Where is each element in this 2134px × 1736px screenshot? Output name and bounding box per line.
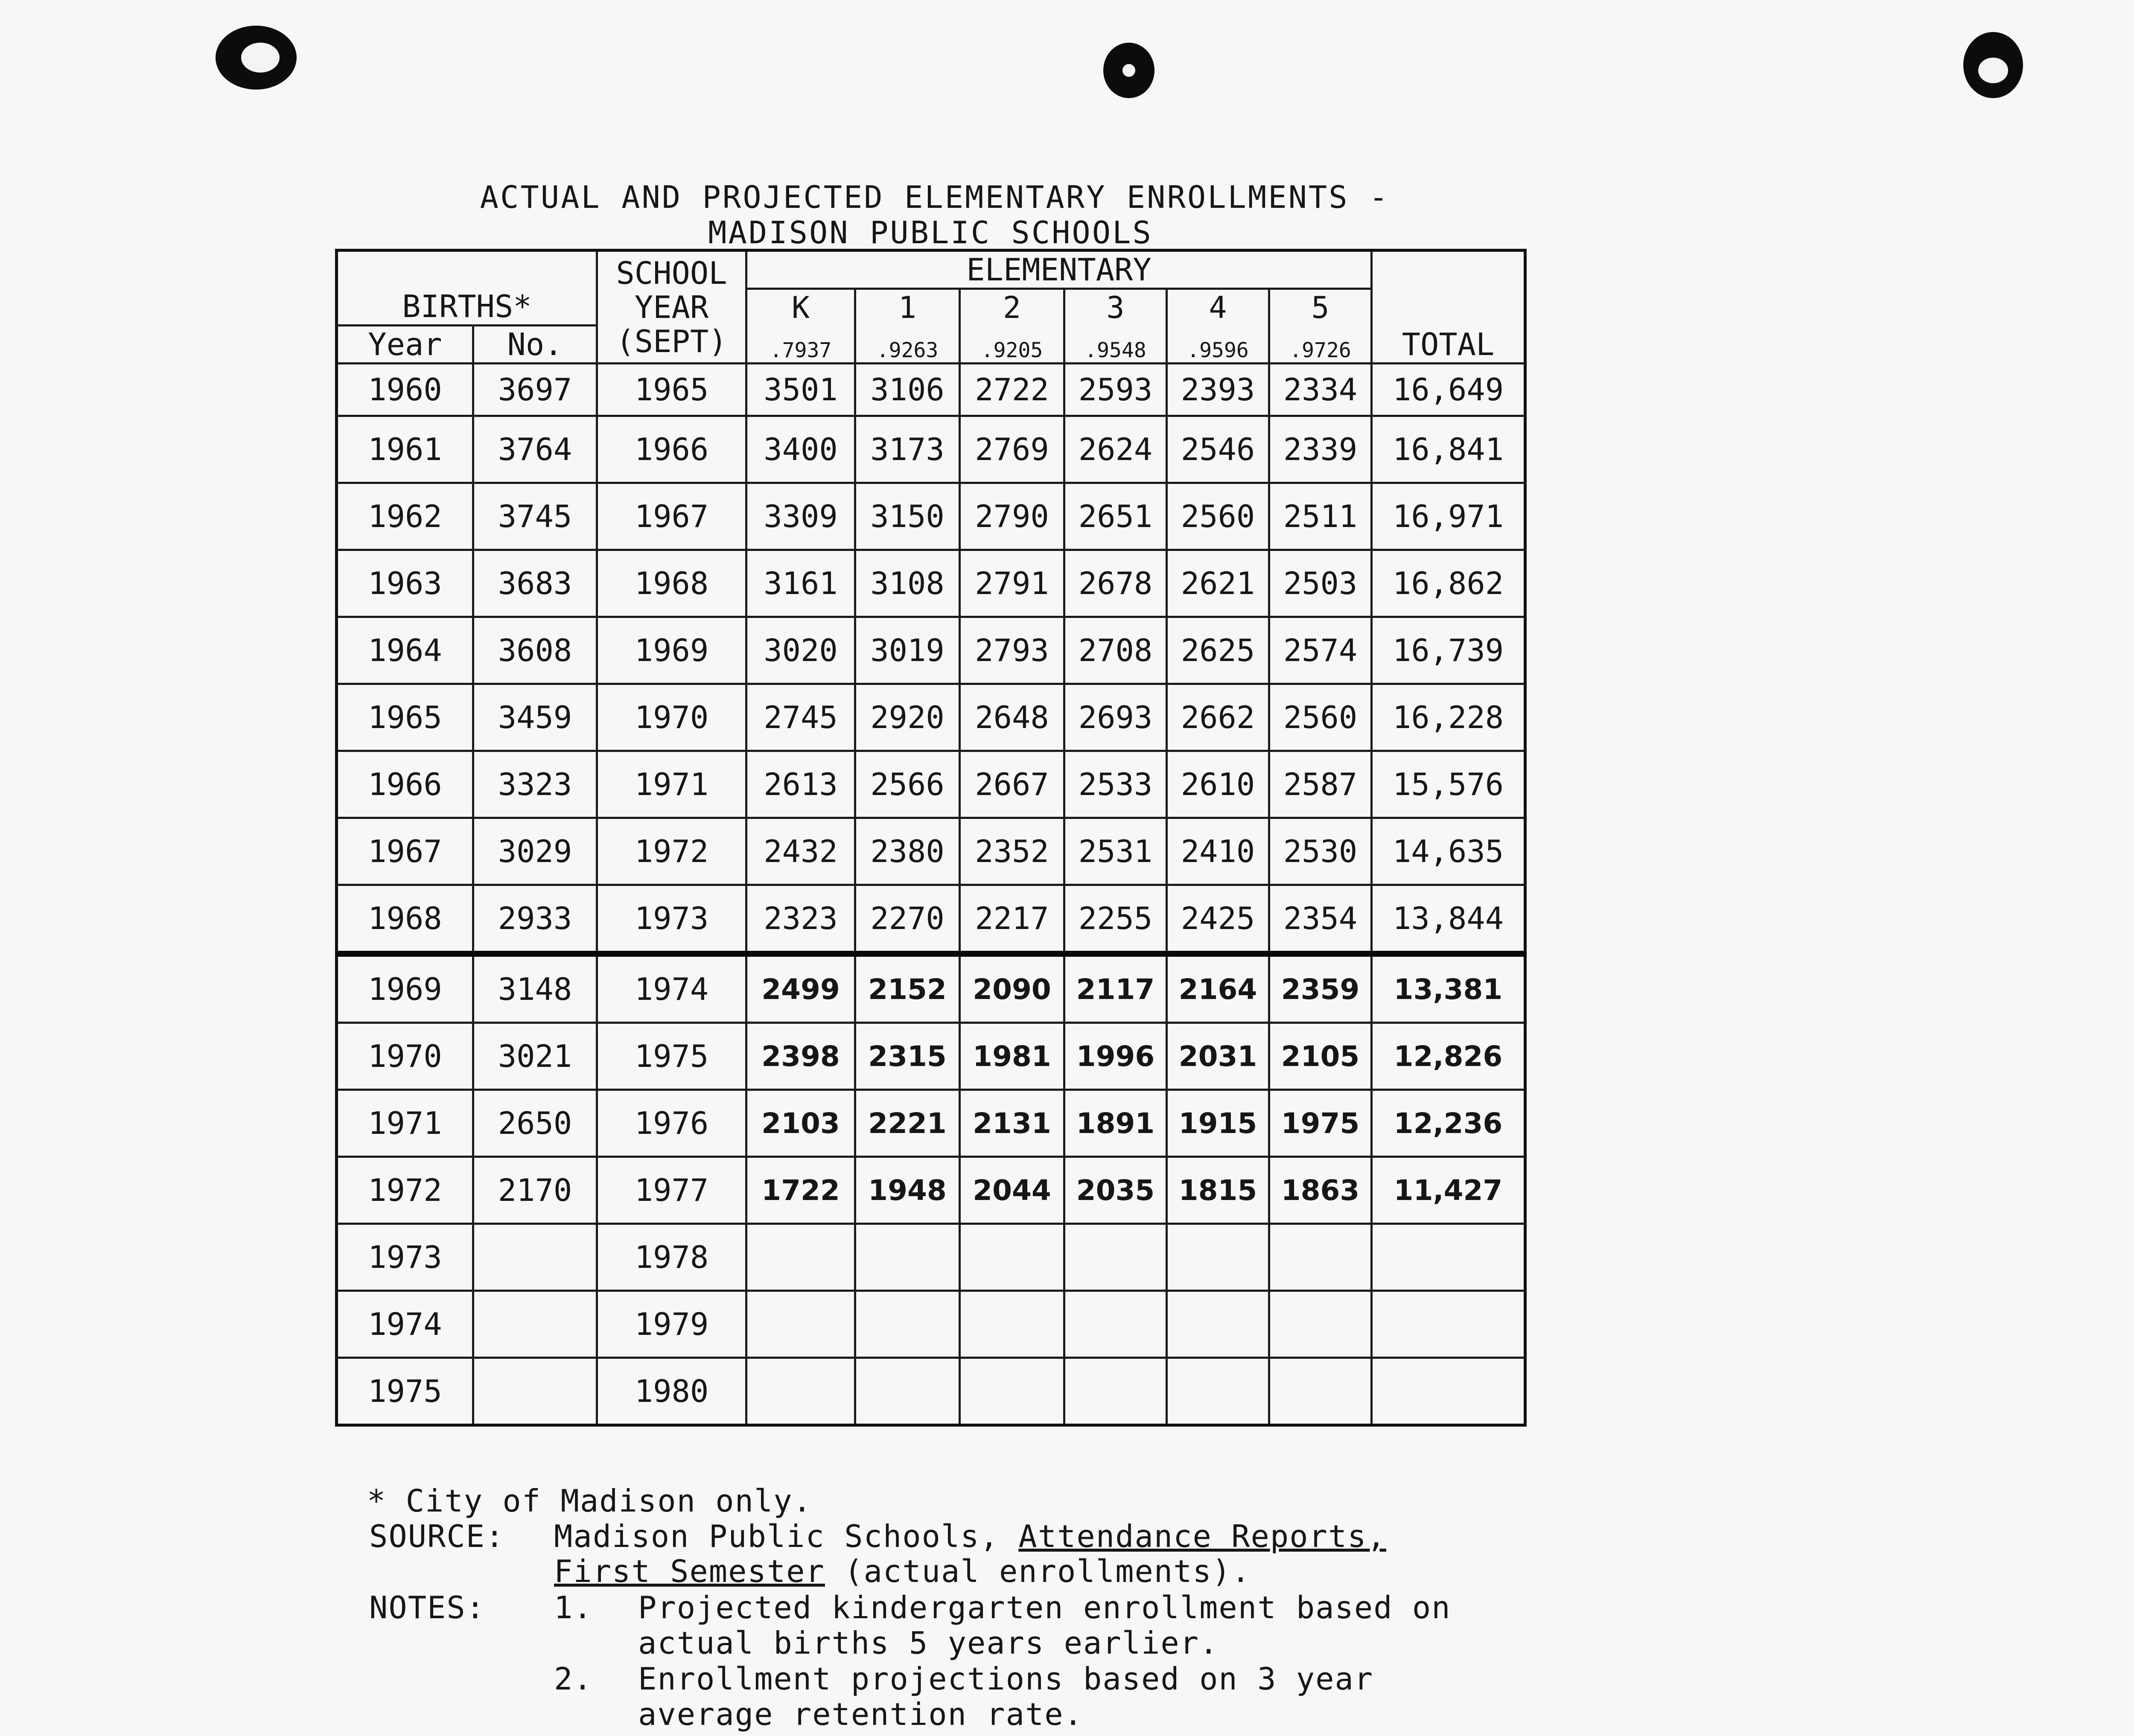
grade-3-cell: 2255 bbox=[1064, 885, 1167, 954]
births-cell bbox=[473, 1224, 597, 1291]
grade-5-cell: 2530 bbox=[1269, 818, 1372, 885]
grade-1-cell: 3173 bbox=[855, 416, 960, 483]
table-row bbox=[337, 1157, 1525, 1224]
total-cell: 14,635 bbox=[1372, 818, 1525, 885]
grade-3-cell: 2593 bbox=[1064, 364, 1167, 416]
total-cell: 13,381 bbox=[1372, 954, 1525, 1023]
grade-3-cell: 2678 bbox=[1064, 550, 1167, 617]
births-cell: 3683 bbox=[473, 550, 597, 617]
births-cell: 3608 bbox=[473, 617, 597, 684]
school-year-header-line1: SCHOOL bbox=[616, 255, 727, 291]
grade-5-cell: 2334 bbox=[1269, 364, 1372, 416]
births-number-header: No. bbox=[473, 326, 597, 364]
grade-2-cell: 2648 bbox=[960, 684, 1064, 751]
births-cell: 3697 bbox=[473, 364, 597, 416]
grade-3-cell: 2651 bbox=[1064, 483, 1167, 550]
grade-k-cell: 2432 bbox=[746, 818, 855, 885]
grade-k-cell: 2745 bbox=[746, 684, 855, 751]
grade-2-cell bbox=[960, 1358, 1064, 1425]
grade-4-cell: 2410 bbox=[1167, 818, 1269, 885]
grade-2-cell: 2090 bbox=[960, 954, 1064, 1023]
grade-2-cell: 2131 bbox=[960, 1090, 1064, 1157]
footnote-city: * City of Madison only. bbox=[367, 1483, 812, 1519]
table-row bbox=[337, 885, 1525, 954]
births-cell: 3148 bbox=[473, 954, 597, 1023]
table-row bbox=[337, 364, 1525, 416]
total-cell: 13,844 bbox=[1372, 885, 1525, 954]
rate-1: .9263 bbox=[855, 326, 960, 364]
grade-1-cell: 2221 bbox=[855, 1090, 960, 1157]
grade-3-cell bbox=[1064, 1358, 1167, 1425]
rate-2: .9205 bbox=[960, 326, 1064, 364]
rate-3: .9548 bbox=[1064, 326, 1167, 364]
table-row bbox=[337, 684, 1525, 751]
table-row bbox=[337, 1291, 1525, 1358]
grade-3-cell bbox=[1064, 1291, 1167, 1358]
table-row bbox=[337, 954, 1525, 1023]
births-cell: 2170 bbox=[473, 1157, 597, 1224]
total-cell: 16,971 bbox=[1372, 483, 1525, 550]
grade-3-cell: 2531 bbox=[1064, 818, 1167, 885]
table-row bbox=[337, 1224, 1525, 1291]
school-year-header-line3: (SEPT) bbox=[616, 323, 727, 359]
punch-hole-right bbox=[1963, 32, 2023, 98]
school-year-header bbox=[597, 250, 746, 364]
grade-5-cell bbox=[1269, 1291, 1372, 1358]
source-line-2 bbox=[554, 1553, 1251, 1589]
document-subtitle: MADISON PUBLIC SCHOOLS bbox=[708, 215, 1153, 250]
grade-2-cell: 2217 bbox=[960, 885, 1064, 954]
grade-3-cell: 2708 bbox=[1064, 617, 1167, 684]
grade-2-cell bbox=[960, 1224, 1064, 1291]
births-cell: 3021 bbox=[473, 1023, 597, 1090]
enrollment-table bbox=[335, 249, 1527, 1427]
total-header: TOTAL bbox=[1372, 250, 1525, 364]
grade-4-cell: 2425 bbox=[1167, 885, 1269, 954]
total-cell: 16,841 bbox=[1372, 416, 1525, 483]
punch-hole-left bbox=[216, 26, 297, 90]
grade-4-cell bbox=[1167, 1224, 1269, 1291]
school-year-cell: 1974 bbox=[597, 954, 746, 1023]
document-title: ACTUAL AND PROJECTED ELEMENTARY ENROLLMENTS - bbox=[480, 179, 1390, 215]
notes-label: NOTES: bbox=[369, 1590, 486, 1625]
total-cell: 16,228 bbox=[1372, 684, 1525, 751]
grade-5-cell: 2503 bbox=[1269, 550, 1372, 617]
grade-2-cell: 2793 bbox=[960, 617, 1064, 684]
grade-5-cell: 1975 bbox=[1269, 1090, 1372, 1157]
source-text: Madison Public Schools, bbox=[554, 1518, 999, 1554]
school-year-cell: 1967 bbox=[597, 483, 746, 550]
births-cell: 3745 bbox=[473, 483, 597, 550]
grade-2-cell: 2790 bbox=[960, 483, 1064, 550]
school-year-header-line2: YEAR bbox=[634, 289, 709, 325]
birth-year-cell: 1968 bbox=[337, 885, 473, 954]
school-year-cell: 1965 bbox=[597, 364, 746, 416]
total-cell: 12,826 bbox=[1372, 1023, 1525, 1090]
birth-year-cell: 1962 bbox=[337, 483, 473, 550]
grade-k-cell: 3400 bbox=[746, 416, 855, 483]
grade-k-cell bbox=[746, 1358, 855, 1425]
grade-4-cell: 2164 bbox=[1167, 954, 1269, 1023]
school-year-cell: 1975 bbox=[597, 1023, 746, 1090]
enrollment-table-body bbox=[337, 364, 1525, 1425]
birth-year-cell: 1973 bbox=[337, 1224, 473, 1291]
header-row-1 bbox=[337, 250, 1525, 289]
births-header: BIRTHS* bbox=[337, 250, 597, 326]
grade-3-cell bbox=[1064, 1224, 1167, 1291]
grade-5-cell: 2359 bbox=[1269, 954, 1372, 1023]
grade-1-cell: 1948 bbox=[855, 1157, 960, 1224]
grade-4-cell: 1815 bbox=[1167, 1157, 1269, 1224]
grade-3-cell: 2035 bbox=[1064, 1157, 1167, 1224]
school-year-cell: 1980 bbox=[597, 1358, 746, 1425]
source-tail: (actual enrollments). bbox=[844, 1553, 1251, 1589]
birth-year-cell: 1966 bbox=[337, 751, 473, 818]
grade-5-cell: 2511 bbox=[1269, 483, 1372, 550]
school-year-cell: 1976 bbox=[597, 1090, 746, 1157]
grade-k-cell: 2323 bbox=[746, 885, 855, 954]
grade-k-cell: 2499 bbox=[746, 954, 855, 1023]
birth-year-cell: 1967 bbox=[337, 818, 473, 885]
birth-year-cell: 1964 bbox=[337, 617, 473, 684]
total-cell: 16,862 bbox=[1372, 550, 1525, 617]
grade-k-cell: 3501 bbox=[746, 364, 855, 416]
school-year-cell: 1969 bbox=[597, 617, 746, 684]
grade-2-header: 2 bbox=[960, 289, 1064, 326]
grade-1-cell: 3108 bbox=[855, 550, 960, 617]
grade-5-cell: 1863 bbox=[1269, 1157, 1372, 1224]
grade-1-cell: 2920 bbox=[855, 684, 960, 751]
grade-1-cell: 2152 bbox=[855, 954, 960, 1023]
table-row bbox=[337, 550, 1525, 617]
grade-k-cell: 3020 bbox=[746, 617, 855, 684]
school-year-cell: 1979 bbox=[597, 1291, 746, 1358]
total-cell bbox=[1372, 1291, 1525, 1358]
birth-year-cell: 1975 bbox=[337, 1358, 473, 1425]
table-row bbox=[337, 483, 1525, 550]
births-cell bbox=[473, 1291, 597, 1358]
total-cell: 15,576 bbox=[1372, 751, 1525, 818]
grade-4-cell bbox=[1167, 1291, 1269, 1358]
births-cell: 3323 bbox=[473, 751, 597, 818]
birth-year-cell: 1961 bbox=[337, 416, 473, 483]
birth-year-cell: 1972 bbox=[337, 1157, 473, 1224]
total-cell: 16,739 bbox=[1372, 617, 1525, 684]
grade-4-cell: 2625 bbox=[1167, 617, 1269, 684]
school-year-cell: 1970 bbox=[597, 684, 746, 751]
total-cell: 11,427 bbox=[1372, 1157, 1525, 1224]
grade-4-header: 4 bbox=[1167, 289, 1269, 326]
total-cell: 12,236 bbox=[1372, 1090, 1525, 1157]
grade-5-cell: 2339 bbox=[1269, 416, 1372, 483]
note-1-line-1: Projected kindergarten enrollment based on bbox=[638, 1590, 1451, 1625]
grade-3-header: 3 bbox=[1064, 289, 1167, 326]
table-row bbox=[337, 1023, 1525, 1090]
grade-1-cell: 3019 bbox=[855, 617, 960, 684]
grade-1-cell: 3106 bbox=[855, 364, 960, 416]
birth-year-cell: 1960 bbox=[337, 364, 473, 416]
grade-1-cell: 3150 bbox=[855, 483, 960, 550]
grade-5-cell: 2560 bbox=[1269, 684, 1372, 751]
note-1-line-2: actual births 5 years earlier. bbox=[638, 1625, 1219, 1661]
grade-1-cell: 2270 bbox=[855, 885, 960, 954]
grade-4-cell: 2031 bbox=[1167, 1023, 1269, 1090]
birth-year-cell: 1971 bbox=[337, 1090, 473, 1157]
births-cell: 2650 bbox=[473, 1090, 597, 1157]
elementary-header: ELEMENTARY bbox=[746, 250, 1372, 289]
grade-5-cell bbox=[1269, 1358, 1372, 1425]
rate-4: .9596 bbox=[1167, 326, 1269, 364]
grade-4-cell: 2560 bbox=[1167, 483, 1269, 550]
grade-4-cell: 2393 bbox=[1167, 364, 1269, 416]
grade-2-cell bbox=[960, 1291, 1064, 1358]
grade-k-cell: 2398 bbox=[746, 1023, 855, 1090]
grade-1-header: 1 bbox=[855, 289, 960, 326]
grade-5-cell: 2105 bbox=[1269, 1023, 1372, 1090]
grade-1-cell: 2380 bbox=[855, 818, 960, 885]
grade-k-cell: 1722 bbox=[746, 1157, 855, 1224]
note-2-line-2: average retention rate. bbox=[638, 1696, 1083, 1732]
birth-year-cell: 1963 bbox=[337, 550, 473, 617]
punch-hole-middle bbox=[1103, 43, 1154, 98]
table-row bbox=[337, 617, 1525, 684]
school-year-cell: 1977 bbox=[597, 1157, 746, 1224]
grade-k-cell bbox=[746, 1291, 855, 1358]
school-year-cell: 1973 bbox=[597, 885, 746, 954]
grade-4-cell: 2546 bbox=[1167, 416, 1269, 483]
grade-3-cell: 1996 bbox=[1064, 1023, 1167, 1090]
rate-k: .7937 bbox=[746, 326, 855, 364]
grade-2-cell: 2722 bbox=[960, 364, 1064, 416]
grade-1-cell bbox=[855, 1224, 960, 1291]
school-year-cell: 1971 bbox=[597, 751, 746, 818]
note-2-number: 2. bbox=[554, 1661, 593, 1697]
grade-k-cell: 2103 bbox=[746, 1090, 855, 1157]
grade-1-cell: 2315 bbox=[855, 1023, 960, 1090]
grade-k-cell: 3161 bbox=[746, 550, 855, 617]
grade-3-cell: 1891 bbox=[1064, 1090, 1167, 1157]
grade-3-cell: 2693 bbox=[1064, 684, 1167, 751]
source-subtitle: First Semester bbox=[554, 1553, 825, 1589]
source-label: SOURCE: bbox=[369, 1518, 505, 1554]
grade-3-cell: 2533 bbox=[1064, 751, 1167, 818]
total-cell: 16,649 bbox=[1372, 364, 1525, 416]
birth-year-cell: 1965 bbox=[337, 684, 473, 751]
grade-1-cell bbox=[855, 1358, 960, 1425]
grade-2-cell: 2769 bbox=[960, 416, 1064, 483]
births-cell: 3459 bbox=[473, 684, 597, 751]
grade-2-cell: 2044 bbox=[960, 1157, 1064, 1224]
school-year-cell: 1978 bbox=[597, 1224, 746, 1291]
grade-k-header: K bbox=[746, 289, 855, 326]
table-row bbox=[337, 416, 1525, 483]
school-year-cell: 1968 bbox=[597, 550, 746, 617]
table-row bbox=[337, 1358, 1525, 1425]
birth-year-cell: 1970 bbox=[337, 1023, 473, 1090]
table-row bbox=[337, 751, 1525, 818]
grade-5-cell: 2354 bbox=[1269, 885, 1372, 954]
source-title: Attendance Reports, bbox=[1018, 1518, 1386, 1554]
grade-3-cell: 2624 bbox=[1064, 416, 1167, 483]
grade-5-cell bbox=[1269, 1224, 1372, 1291]
grade-4-cell: 2610 bbox=[1167, 751, 1269, 818]
birth-year-cell: 1974 bbox=[337, 1291, 473, 1358]
header-row-3 bbox=[337, 326, 1525, 364]
note-2-line-1: Enrollment projections based on 3 year bbox=[638, 1661, 1374, 1697]
grade-2-cell: 2352 bbox=[960, 818, 1064, 885]
grade-3-cell: 2117 bbox=[1064, 954, 1167, 1023]
grade-4-cell: 2662 bbox=[1167, 684, 1269, 751]
births-year-header: Year bbox=[337, 326, 473, 364]
grade-5-cell: 2587 bbox=[1269, 751, 1372, 818]
grade-1-cell bbox=[855, 1291, 960, 1358]
note-1-number: 1. bbox=[554, 1590, 593, 1625]
table-row bbox=[337, 818, 1525, 885]
grade-k-cell: 2613 bbox=[746, 751, 855, 818]
grade-2-cell: 2667 bbox=[960, 751, 1064, 818]
grade-5-header: 5 bbox=[1269, 289, 1372, 326]
births-cell: 2933 bbox=[473, 885, 597, 954]
school-year-cell: 1972 bbox=[597, 818, 746, 885]
grade-1-cell: 2566 bbox=[855, 751, 960, 818]
rate-5: .9726 bbox=[1269, 326, 1372, 364]
grade-4-cell bbox=[1167, 1358, 1269, 1425]
grade-k-cell: 3309 bbox=[746, 483, 855, 550]
source-line bbox=[554, 1518, 1386, 1554]
grade-4-cell: 2621 bbox=[1167, 550, 1269, 617]
total-cell bbox=[1372, 1358, 1525, 1425]
births-cell: 3764 bbox=[473, 416, 597, 483]
birth-year-cell: 1969 bbox=[337, 954, 473, 1023]
births-cell bbox=[473, 1358, 597, 1425]
total-cell bbox=[1372, 1224, 1525, 1291]
table-row bbox=[337, 1090, 1525, 1157]
grade-2-cell: 1981 bbox=[960, 1023, 1064, 1090]
grade-2-cell: 2791 bbox=[960, 550, 1064, 617]
births-cell: 3029 bbox=[473, 818, 597, 885]
school-year-cell: 1966 bbox=[597, 416, 746, 483]
grade-5-cell: 2574 bbox=[1269, 617, 1372, 684]
grade-k-cell bbox=[746, 1224, 855, 1291]
grade-4-cell: 1915 bbox=[1167, 1090, 1269, 1157]
